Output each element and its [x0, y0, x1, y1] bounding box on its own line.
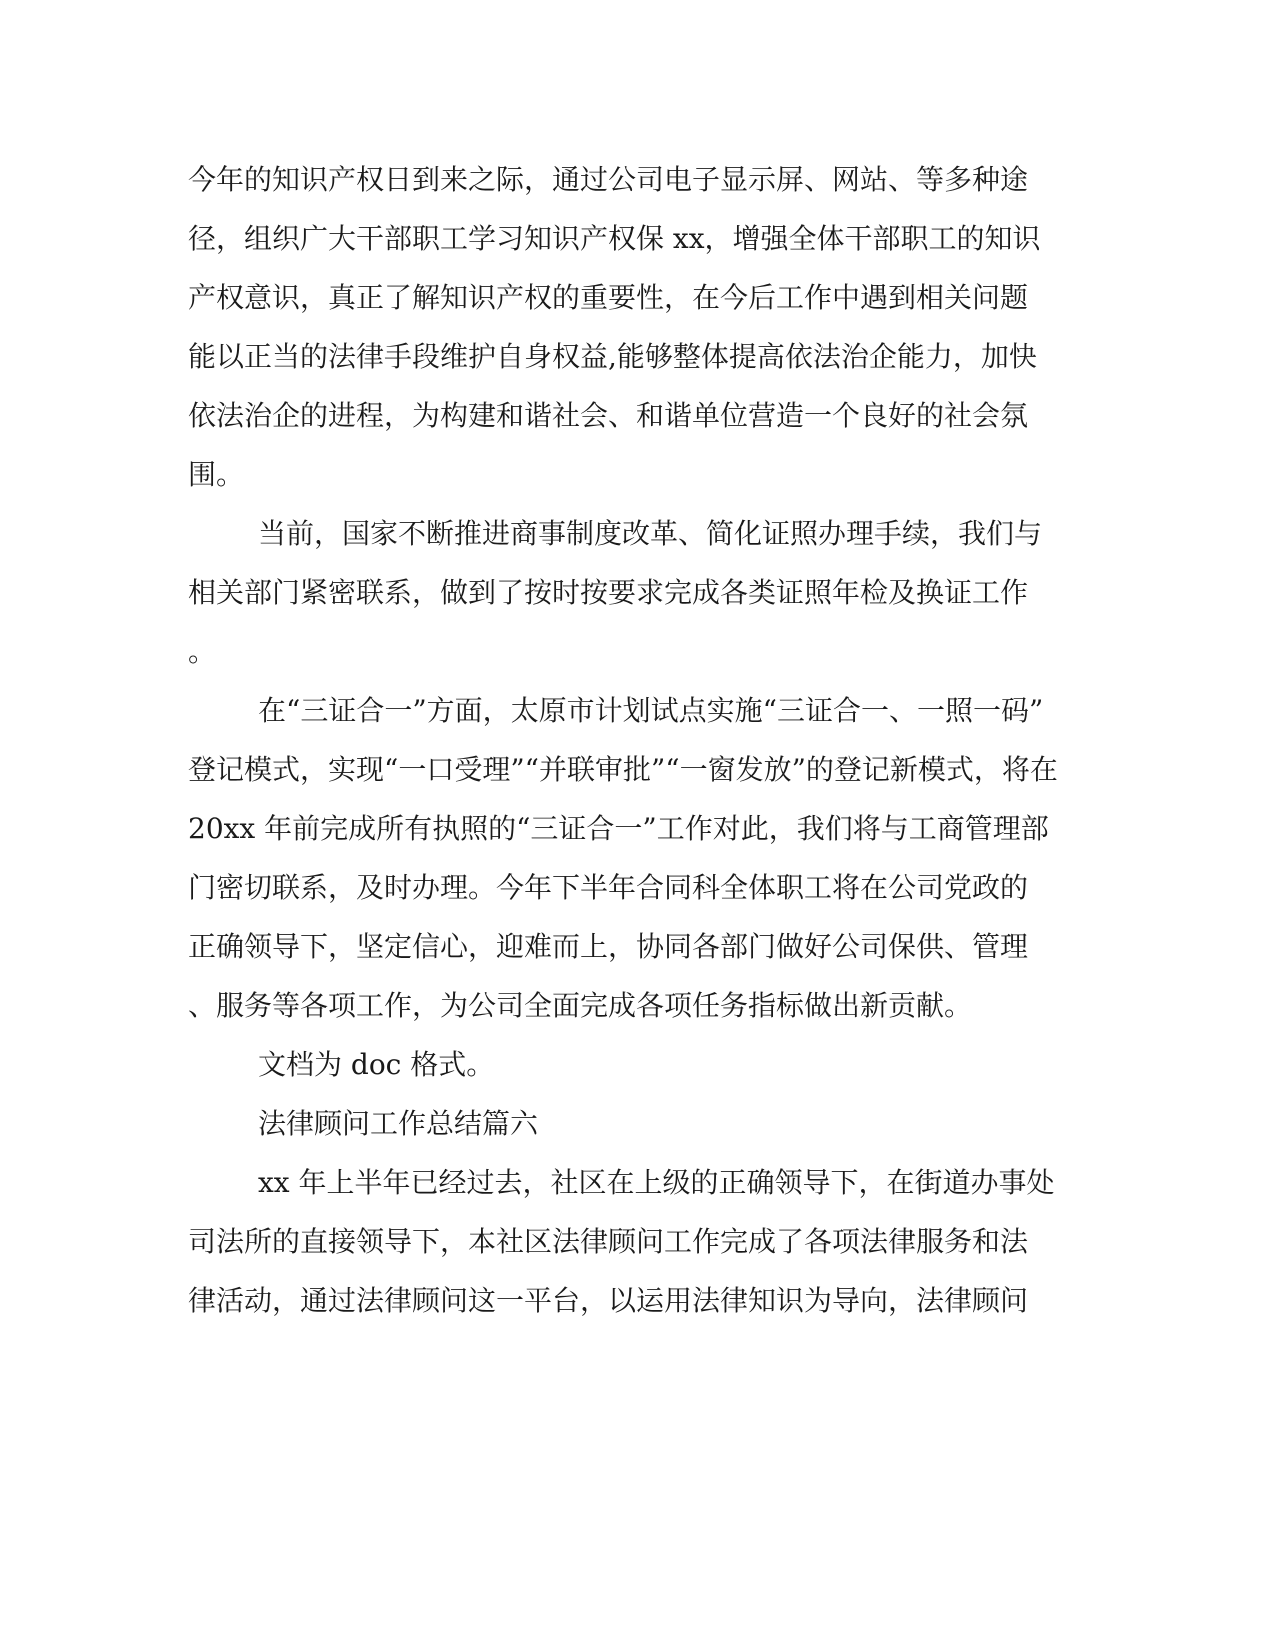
text-line: 登记模式，实现“一口受理”“并联审批”“一窗发放”的登记新模式，将在 — [188, 753, 1058, 786]
text-line: 司法所的直接领导下，本社区法律顾问工作完成了各项法律服务和法 — [188, 1225, 1029, 1258]
text-line: 能以正当的法律手段维护自身权益,能够整体提高依法治企能力，加快 — [188, 340, 1037, 373]
text-line: 、服务等各项工作，为公司全面完成各项任务指标做出新贡献。 — [188, 989, 973, 1022]
text-line: 今年的知识产权日到来之际，通过公司电子显示屏、网站、等多种途 — [188, 163, 1029, 196]
text-line: 律活动，通过法律顾问这一平台，以运用法律知识为导向，法律顾问 — [188, 1284, 1029, 1317]
text-line: 文档为 doc 格式。 — [258, 1048, 495, 1081]
text-line: 20xx 年前完成所有执照的“三证合一”工作对此，我们将与工商管理部 — [188, 812, 1049, 845]
text-line: 当前，国家不断推进商事制度改革、简化证照办理手续，我们与 — [258, 517, 1043, 550]
text-line: 。 — [188, 635, 217, 668]
text-line: xx 年上半年已经过去，社区在上级的正确领导下，在街道办事处 — [258, 1166, 1055, 1199]
text-line: 径，组织广大干部职工学习知识产权保 xx，增强全体干部职工的知识 — [188, 222, 1041, 255]
text-line: 依法治企的进程，为构建和谐社会、和谐单位营造一个良好的社会氛 — [188, 399, 1029, 432]
text-line: 相关部门紧密联系，做到了按时按要求完成各类证照年检及换证工作 — [188, 576, 1029, 609]
text-line: 门密切联系，及时办理。今年下半年合同科全体职工将在公司党政的 — [188, 871, 1029, 904]
text-line: 正确领导下，坚定信心，迎难而上，协同各部门做好公司保供、管理 — [188, 930, 1029, 963]
text-line: 产权意识，真正了解知识产权的重要性，在今后工作中遇到相关问题 — [188, 281, 1029, 314]
text-line: 在“三证合一”方面，太原市计划试点实施“三证合一、一照一码” — [258, 694, 1044, 727]
section-heading: 法律顾问工作总结篇六 — [258, 1107, 539, 1140]
text-line: 围。 — [188, 458, 245, 491]
